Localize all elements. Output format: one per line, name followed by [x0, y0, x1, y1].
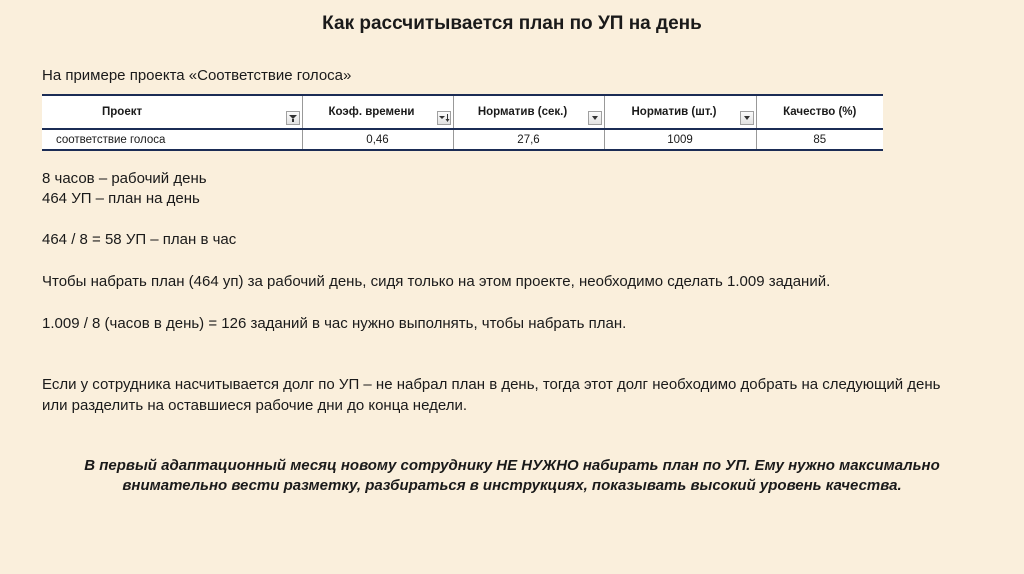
adaptation-note: [42, 456, 982, 496]
header-norm-sec: [453, 95, 604, 129]
cell-time-coef: 0,46: [302, 129, 453, 150]
header-label: Коэф. времени: [328, 106, 415, 118]
header-quality: [756, 95, 883, 129]
debt-line-1: Если у сотрудника насчитывается долг по УП – не набрал план в день, тогда этот долг необходимо добрать на следующий день: [42, 376, 941, 393]
note-line-2: внимательно вести разметку, разбираться в инструкциях, показывать высокий уровень качества.: [122, 477, 902, 494]
header-label: Проект: [102, 106, 143, 118]
project-table: [42, 94, 883, 151]
cell-quality: 85: [756, 129, 883, 150]
table-row: [42, 129, 883, 150]
sort-dropdown-icon[interactable]: [437, 111, 451, 125]
header-label: Норматив (сек.): [477, 106, 568, 118]
cell-norm-sec: 27,6: [453, 129, 604, 150]
cell-norm-pcs: 1009: [604, 129, 756, 150]
table-header-row: [42, 95, 883, 129]
tasks-per-hour-line: 1.009 / 8 (часов в день) = 126 заданий в час нужно выполнять, чтобы набрать план.: [42, 315, 627, 332]
plan-day-line: 464 УП – план на день: [42, 190, 200, 207]
workday-line: 8 часов – рабочий день: [42, 170, 207, 187]
chevron-down-icon[interactable]: [740, 111, 754, 125]
filter-dropdown-icon[interactable]: [286, 111, 300, 125]
header-project: [42, 95, 302, 129]
note-line-1: В первый адаптационный месяц новому сотруднику НЕ НУЖНО набирать план по УП. Ему нужно максимально: [84, 457, 940, 474]
slide-title: Как рассчитывается план по УП на день: [322, 13, 702, 34]
header-label: Норматив (шт.): [631, 106, 717, 118]
header-time-coef: [302, 95, 453, 129]
chevron-down-icon[interactable]: [588, 111, 602, 125]
plan-hour-line: 464 / 8 = 58 УП – план в час: [42, 231, 237, 248]
header-norm-pcs: [604, 95, 756, 129]
cell-project: соответствие голоса: [42, 129, 302, 150]
debt-line-2: или разделить на оставшиеся рабочие дни до конца недели.: [42, 397, 468, 414]
header-label: Качество (%): [783, 106, 857, 118]
subtitle: На примере проекта «Соответствие голоса»: [42, 67, 352, 84]
tasks-needed-line: Чтобы набрать план (464 уп) за рабочий день, сидя только на этом проекте, необходимо сделать 1.009 заданий.: [42, 273, 831, 290]
